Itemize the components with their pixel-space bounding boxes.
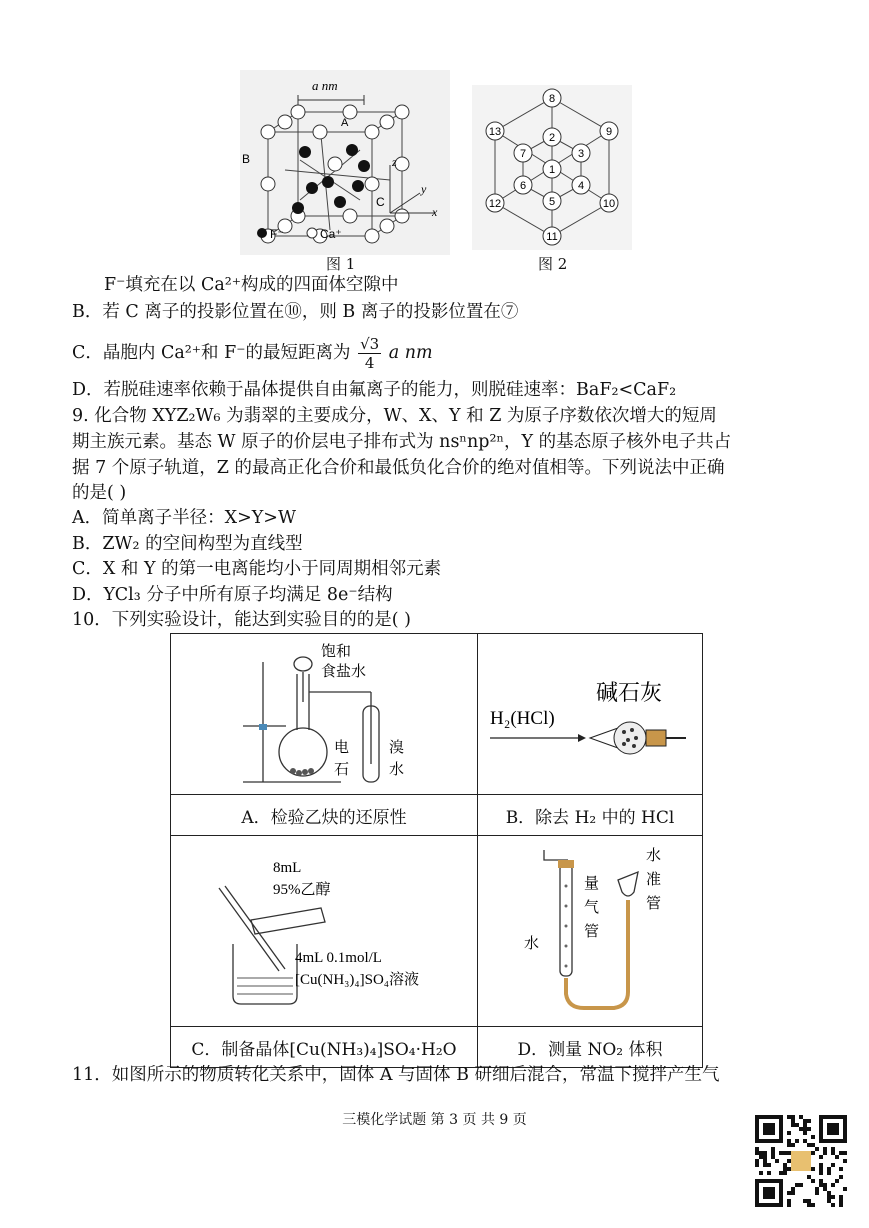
d-gas-tube-1: 量 xyxy=(584,874,600,892)
q9-stem-1: 9. 化合物 XYZ₂W₆ 为翡翠的主要成分，W、X、Y 和 Z 为原子序数依次增大的短周 xyxy=(72,406,717,426)
fig2-node-label: 11 xyxy=(546,231,558,243)
fig2-node-label: 13 xyxy=(488,126,502,138)
label-c: C．制备晶体[Cu(NH₃)₄]SO₄·H₂O xyxy=(171,1027,478,1068)
fraction-numerator: √3 xyxy=(360,335,380,353)
b-reagent-label: 碱石灰 xyxy=(596,681,663,706)
c-solution-volume: 4mL 0.1mol/L xyxy=(295,950,382,966)
a-saturated-label: 饱和 xyxy=(321,642,352,660)
figure-2-caption: 图 2 xyxy=(538,255,568,273)
apparatus-a xyxy=(171,634,477,794)
page-footer: 三模化学试题 第 3 页 共 9 页 xyxy=(342,1112,527,1128)
q10-stem: 10．下列实验设计，能达到实验目的的是( ) xyxy=(72,610,411,630)
c-ethanol-label: 95%乙醇 xyxy=(273,882,331,898)
cell-d-image xyxy=(478,836,703,1027)
fig2-node-label: 1 xyxy=(548,164,556,176)
q9-stem-2: 期主族元素。基态 W 原子的价层电子排布式为 nsⁿnp²ⁿ，Y 的基态原子核外电子共占 xyxy=(72,432,732,452)
figure-2-projection xyxy=(472,85,632,250)
q8-option-d: D．若脱硅速率依赖于晶体提供自由氟离子的能力，则脱硅速率：BaF₂<CaF₂ xyxy=(72,380,677,400)
label-b: B．除去 H₂ 中的 HCl xyxy=(478,795,703,836)
cell-b-image xyxy=(478,634,703,795)
a-brine-label: 食盐水 xyxy=(321,662,367,680)
axis-y-label: y xyxy=(421,182,427,196)
figure-1-unit-cell xyxy=(240,70,450,255)
a-carbide-label-1: 电 xyxy=(334,738,350,756)
d-level-tube-1: 水 xyxy=(646,846,662,864)
q8-option-b: B．若 C 离子的投影位置在⑩，则 B 离子的投影位置在⑦ xyxy=(72,302,519,322)
label-a: A．检验乙炔的还原性 xyxy=(171,795,478,836)
qr-code-icon xyxy=(755,1115,847,1207)
fig2-node-label: 6 xyxy=(519,180,527,192)
figure-1-caption: 图 1 xyxy=(326,255,356,273)
apparatus-b xyxy=(478,634,702,794)
fig2-node-label: 7 xyxy=(519,148,527,160)
c-solution-label: [Cu(NH₃)₄]SO₄溶液 xyxy=(295,972,420,988)
fig1-label-a: A xyxy=(341,117,349,129)
legend-ca: Ca⁺ xyxy=(320,227,342,241)
a-bromine-label-2: 水 xyxy=(389,760,405,778)
legend-f: F⁻ xyxy=(270,227,284,241)
fraction xyxy=(358,335,381,372)
option-a-continuation: F⁻填充在以 Ca²⁺构成的四面体空隙中 xyxy=(104,275,399,295)
q9-option-d: D．YCl₃ 分子中所有原子均满足 8e⁻结构 xyxy=(72,585,393,605)
d-water-label: 水 xyxy=(524,934,540,952)
cell-a-image xyxy=(171,634,478,795)
fig2-node-label: 2 xyxy=(548,132,556,144)
fig2-node-label: 8 xyxy=(548,93,556,105)
d-level-tube-3: 管 xyxy=(646,894,662,912)
q8-option-c xyxy=(72,335,433,372)
a-bromine-label-1: 溴 xyxy=(389,738,405,756)
d-level-tube-2: 准 xyxy=(646,870,662,888)
fig1-label-c: C xyxy=(376,195,385,209)
fig2-node-label: 9 xyxy=(605,126,613,138)
q11-stem: 11．如图所示的物质转化关系中，固体 A 与固体 B 研细后混合，常温下搅拌产生气 xyxy=(72,1065,720,1085)
d-gas-tube-2: 气 xyxy=(584,898,600,916)
label-d: D．测量 NO₂ 体积 xyxy=(478,1027,703,1068)
experiment-table xyxy=(170,633,703,1068)
apparatus-c xyxy=(171,836,477,1026)
fraction-denominator: 4 xyxy=(364,354,375,372)
b-gas-label: H₂(HCl) xyxy=(490,708,555,729)
fig1-label-b: B xyxy=(242,152,251,166)
fig2-node-label: 4 xyxy=(577,180,585,192)
axis-x-label: x xyxy=(432,205,438,219)
q9-option-c: C．X 和 Y 的第一电离能均小于同周期相邻元素 xyxy=(72,559,442,579)
fig2-node-label: 5 xyxy=(548,196,556,208)
a-carbide-label-2: 石 xyxy=(334,760,350,778)
q9-stem-3: 据 7 个原子轨道，Z 的最高正化合价和最低负化合价的绝对值相等。下列说法中正确 xyxy=(72,458,725,478)
d-gas-tube-3: 管 xyxy=(584,922,600,940)
q8-option-c-prefix: C．晶胞内 Ca²⁺和 F⁻的最短距离为 xyxy=(72,343,351,363)
fig2-node-label: 3 xyxy=(577,148,585,160)
q9-option-a: A．简单离子半径：X>Y>W xyxy=(72,508,296,528)
axis-z-label: z xyxy=(392,155,397,169)
c-ethanol-volume: 8mL xyxy=(273,860,302,876)
fig1-a-nm-label: a nm xyxy=(312,78,338,93)
apparatus-d xyxy=(478,836,702,1026)
q8-option-c-suffix: a nm xyxy=(388,343,433,363)
cell-c-image xyxy=(171,836,478,1027)
fig2-node-label: 12 xyxy=(488,198,502,210)
fig2-node-label: 10 xyxy=(602,198,616,210)
q9-stem-4: 的是( ) xyxy=(72,483,127,503)
q9-option-b: B．ZW₂ 的空间构型为直线型 xyxy=(72,534,303,554)
